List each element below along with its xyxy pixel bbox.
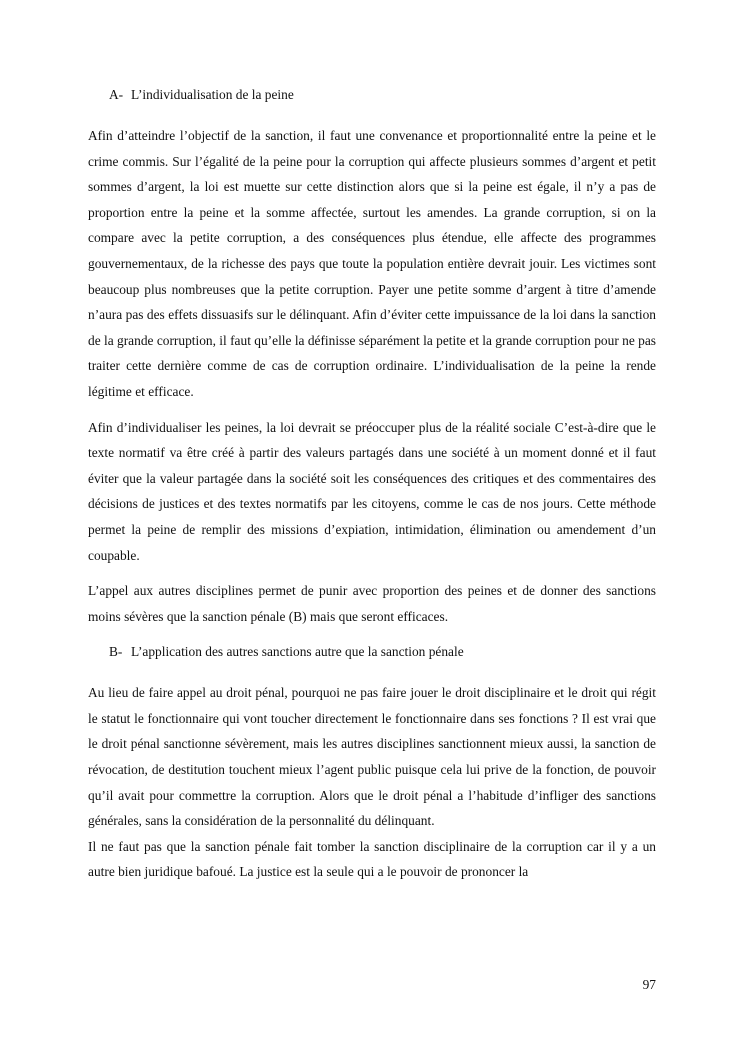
paragraph: Au lieu de faire appel au droit pénal, pourquoi ne pas faire jouer le droit disciplinaire et le droit qui régit le statut le fonctionnaire qui vont toucher directement le fonctionnaire dans ses fonctions ? Il est vrai que le droit pénal sanctionne sévèrement, mais les autres disciplines sanctionnent mieux aussi, la sanction de révocation, de destitution touchent mieux l’agent public puisque cela lui prive de la fonction, de pouvoir qu’il avait pour commettre la corruption. Alors que le droit pénal a l’habitude d’infliger des sanctions générales, sans la considération de la personnalité du délinquant. — [88, 685, 656, 829]
paragraph: Afin d’individualiser les peines, la loi devrait se préoccuper plus de la réalité sociale C’est-à-dire que le texte normatif va être créé à partir des valeurs partagés dans une société à un moment donné et il faut éviter que la valeur partagée dans la société soit les conséquences des critiques et des commentaires des décisions de justices et des textes normatifs par les citoyens, comme le cas de nos jours. Cette méthode permet la peine de remplir des missions d’expiation, intimidation, élimination ou amendement d’un coupable. — [88, 419, 656, 563]
paragraph: L’appel aux autres disciplines permet de punir avec proportion des peines et de donner des sanctions moins sévères que la sanction pénale (B) mais que seront efficaces. — [88, 583, 656, 624]
section-heading-b — [88, 639, 656, 665]
page-number: 97 — [642, 977, 656, 992]
paragraph: Il ne faut pas que la sanction pénale fait tomber la sanction disciplinaire de la corruption car il y a un autre bien juridique bafoué. La justice est la seule qui a le pouvoir de prononcer la — [88, 838, 656, 880]
paragraph: Afin d’atteindre l’objectif de la sanction, il faut une convenance et proportionnalité entre la peine et le crime commis. Sur l’égalité de la peine pour la corruption qui affecte plusieurs sommes d’argent et petit sommes d’argent, la loi est muette sur cette distinction alors que si la peine est égale, il n’y a pas de proportion entre la peine et la somme affectée, surtout les amendes. La grande corruption, si on la compare avec la petite corruption, a des conséquences plus étendue, elle affecte des programmes gouvernementaux, de la richesse des pays que toute la population entière devrait jouir. Les victimes sont beaucoup plus nombreuses que la petite corruption. Payer une petite somme d’argent à titre d’amende n’aura pas des effets dissuasifs sur le délinquant. Afin d’éviter cette impuissance de la loi dans la sanction de la grande corruption, il faut qu’elle la définisse séparément la petite et la grande corruption pour ne pas traiter cette dernière comme de cas de corruption ordinaire. L’individualisation de la peine la rende légitime et efficace. — [88, 128, 656, 399]
section-title-b: L’application des autres sanctions autre que la sanction pénale — [131, 644, 464, 660]
section-number-b: B- — [109, 644, 123, 660]
section-number-a: A- — [109, 87, 124, 102]
section-heading-a — [88, 82, 656, 108]
document-page — [88, 82, 656, 885]
section-title-a: L’individualisation de la peine — [131, 87, 294, 102]
